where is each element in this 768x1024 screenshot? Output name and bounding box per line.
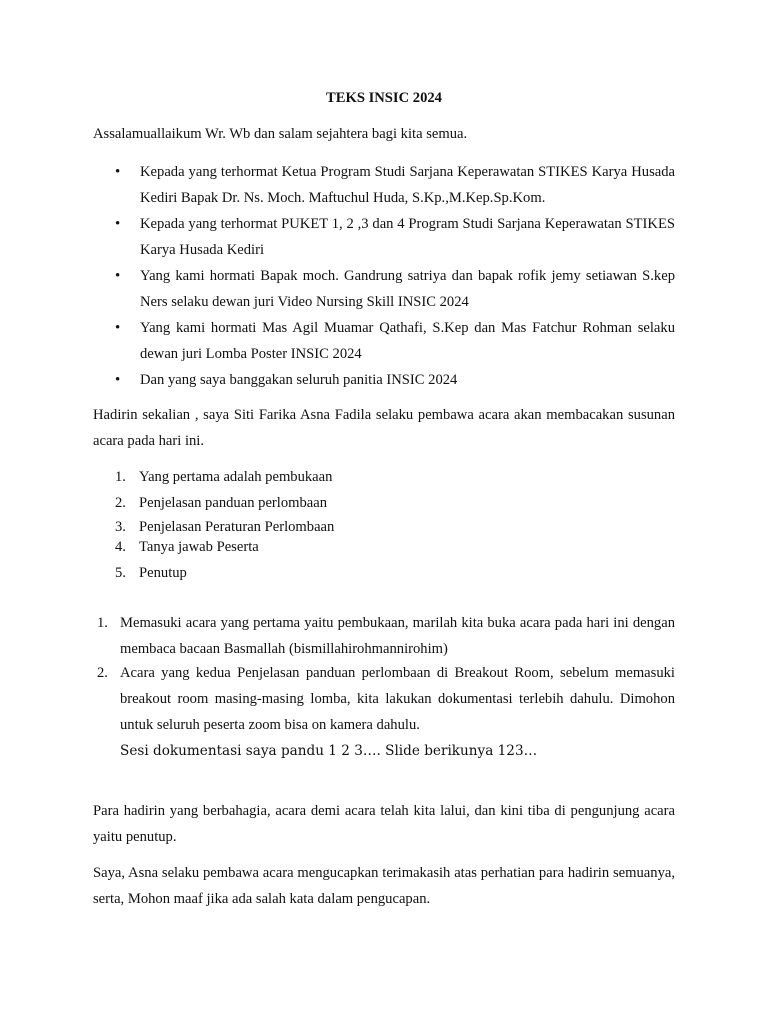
step-number: 1. <box>97 615 108 631</box>
intro-paragraph: Hadirin sekalian , saya Siti Farika Asna Fadila selaku pembawa acara akan membacakan susunan acara pada hari ini. <box>93 407 675 449</box>
agenda-text: Penutup <box>139 565 187 581</box>
step-text: Acara yang kedua Penjelasan panduan perlombaan di Breakout Room, sebelum memasuki breakout room masing-masing lomba, kita lakukan dokumentasi terlebih dahulu. Dimohon untuk seluruh peserta zoom bisa on kamera dahulu. <box>120 665 675 733</box>
salutation-item: • Yang kami hormati Bapak moch. Gandrung satriya dan bapak rofik jemy setiawan S.kep Ners selaku dewan juri Video Nursing Skill INSIC 2024 <box>93 263 675 315</box>
agenda-text: Tanya jawab Peserta <box>139 539 259 555</box>
agenda-number: 2. <box>115 495 126 511</box>
step-extra-text: Sesi dokumentasi saya pandu 1 2 3…. Slide berikunya 123… <box>120 743 538 759</box>
agenda-item <box>93 490 675 514</box>
step-item <box>93 610 675 660</box>
salutation-item: • Kepada yang terhormat Ketua Program Studi Sarjana Keperawatan STIKES Karya Husada Kediri Bapak Dr. Ns. Moch. Maftuchul Huda, S.Kp.,M.Kep.Sp.Kom. <box>93 159 675 211</box>
step-item <box>93 660 675 764</box>
agenda-number: 5. <box>115 565 126 581</box>
greeting-paragraph: Assalamuallaikum Wr. Wb dan salam sejahtera bagi kita semua. <box>93 126 468 142</box>
salutation-item: • Yang kami hormati Mas Agil Muamar Qathafi, S.Kep dan Mas Fatchur Rohman selaku dewan juri Lomba Poster INSIC 2024 <box>93 315 675 367</box>
salutation-item: • Dan yang saya banggakan seluruh panitia INSIC 2024 <box>93 367 675 393</box>
agenda-text: Penjelasan panduan perlombaan <box>139 495 328 511</box>
agenda-number: 4. <box>115 539 126 555</box>
salutation-item: • Kepada yang terhormat PUKET 1, 2 ,3 dan 4 Program Studi Sarjana Keperawatan STIKES Karya Husada Kediri <box>93 211 675 263</box>
agenda-item <box>93 464 675 490</box>
salutation-list <box>93 159 675 393</box>
closing-paragraph: Saya, Asna selaku pembawa acara mengucapkan terimakasih atas perhatian para hadirin semuanya, serta, Mohon maaf jika ada salah kata dalam pengucapan. <box>93 865 675 907</box>
agenda-item <box>93 560 675 586</box>
agenda-text: Yang pertama adalah pembukaan <box>139 469 333 485</box>
agenda-number: 1. <box>115 469 126 485</box>
agenda-item <box>93 534 675 560</box>
step-number: 2. <box>97 665 108 681</box>
agenda-list <box>93 464 675 586</box>
agenda-number: 3. <box>115 519 126 535</box>
document-title: TEKS INSIC 2024 <box>326 90 442 106</box>
steps-list <box>93 610 675 764</box>
agenda-item <box>93 514 675 534</box>
step-text: Memasuki acara yang pertama yaitu pembukaan, marilah kita buka acara pada hari ini dengan membaca bacaan Basmallah (bismillahirohmannirohim) <box>120 615 675 657</box>
closing-paragraph: Para hadirin yang berbahagia, acara demi acara telah kita lalui, dan kini tiba di pengunjung acara yaitu penutup. <box>93 803 675 845</box>
agenda-text: Penjelasan Peraturan Perlombaan <box>139 519 335 535</box>
